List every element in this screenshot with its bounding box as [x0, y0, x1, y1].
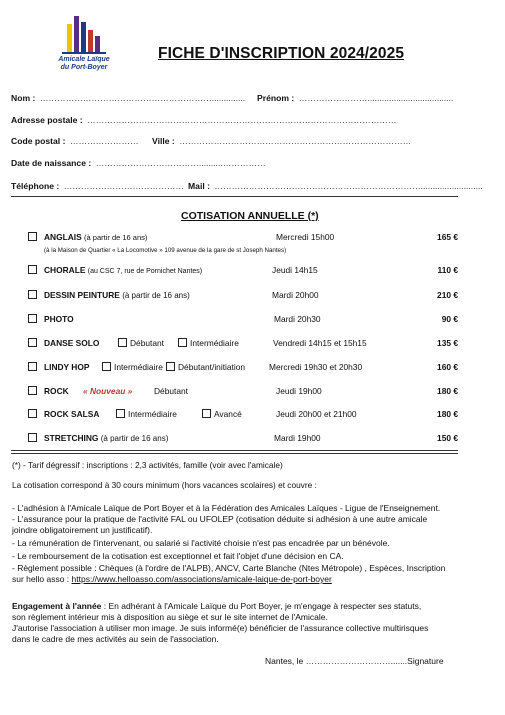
activity-schedule: Mercredi 19h30 et 20h30	[269, 362, 363, 372]
code-postal-field-row[interactable]	[11, 131, 139, 149]
activity-row-lindy-hop	[28, 362, 458, 376]
bullet-justificatif: joindre obligatoirement un justificatif).	[12, 525, 153, 535]
helloasso-link[interactable]: https://www.helloasso.com/associations/amicale-laique-de-port-boyer	[71, 574, 332, 584]
prenom-field-row[interactable]	[257, 88, 453, 106]
option-intermediaire: Intermédiaire	[128, 409, 177, 419]
checkbox-avance[interactable]	[202, 409, 211, 418]
activity-schedule: Mardi 20h30	[274, 314, 321, 324]
cotisation-title: COTISATION ANNUELLE (*)	[181, 210, 319, 222]
activity-schedule: Mardi 19h00	[274, 433, 321, 443]
checkbox-danse-solo[interactable]	[28, 338, 37, 347]
activity-price: 90 €	[441, 314, 458, 324]
engagement-text-1: : En adhérant à l'Amicale Laïque du Port Boyer, je m'engage à respecter ses statuts,	[101, 601, 422, 611]
activity-schedule: Jeudi 20h00 et 21h00	[276, 409, 357, 419]
ville-label: Ville :	[152, 136, 175, 146]
top-divider	[11, 196, 458, 197]
engagement-line-3: J'autorise l'association à utiliser mon image. Je suis informé(e) bénéficier de l'assurance collective multirisques	[12, 623, 429, 633]
logo-text-line2: du Port-Boyer	[60, 64, 108, 71]
activity-detail: (à partir de 16 ans)	[122, 291, 190, 300]
telephone-field-row[interactable]	[11, 176, 184, 194]
activity-detail: (à partir de 16 ans)	[84, 233, 148, 242]
bullet-remuneration: - La rémunération de l'intervenant, ou salarié si l'activité choisie n'est pas encadrée par un bénévole.	[12, 538, 390, 548]
naissance-label: Date de naissance :	[11, 158, 92, 168]
logo-text-line1: Amicale Laïque	[58, 56, 110, 63]
bullet-remboursement: - Le remboursement de la cotisation est exceptionnel et fait l'objet d'une décision en CA.	[12, 551, 344, 561]
nom-label: Nom :	[11, 93, 36, 103]
checkbox-chorale[interactable]	[28, 265, 37, 274]
checkbox-debutant-initiation[interactable]	[166, 362, 175, 371]
activity-name: ROCK	[44, 386, 69, 396]
option-debutant: Débutant	[154, 386, 188, 396]
checkbox-intermediaire[interactable]	[178, 338, 187, 347]
activity-name: DANSE SOLO	[44, 338, 100, 348]
tarif-note: (*) - Tarif dégressif : inscriptions : 2,3 activités, famille (voir avec l'amicale)	[12, 460, 283, 470]
activity-row-rock	[28, 386, 458, 400]
helloasso-line	[12, 574, 332, 585]
nouveau-badge: « Nouveau »	[83, 386, 133, 396]
ville-field-row[interactable]	[152, 131, 411, 149]
bullet-reglement: - Règlement possible : Chèques (à l'ordre de l'ALPB), ANCV, Carte Blanche (Ntes Métropole) , Espèces, Inscription	[12, 563, 446, 573]
telephone-label: Téléphone :	[11, 181, 60, 191]
activity-schedule: Mardi 20h00	[272, 290, 319, 300]
page-title: FICHE D'INSCRIPTION 2024/2025	[158, 45, 405, 62]
mail-label: Mail :	[188, 181, 210, 191]
activity-price: 160 €	[437, 362, 458, 372]
naissance-field-row[interactable]	[11, 153, 266, 171]
checkbox-dessin-peinture[interactable]	[28, 290, 37, 299]
code-postal-dots[interactable]: ……………………	[69, 136, 139, 146]
bullet-adhesion: - L'adhésion à l'Amicale Laïque de Port Boyer et à la Fédération des Amicales Laïques - Ligue de l'Enseignement.	[12, 503, 441, 513]
checkbox-photo[interactable]	[28, 314, 37, 323]
ville-dots[interactable]: ………………………………………………………………………	[179, 136, 412, 146]
checkbox-stretching[interactable]	[28, 433, 37, 442]
engagement-label: Engagement à l'année	[12, 601, 102, 611]
activity-schedule: Mercredi 15h00	[276, 232, 335, 242]
adresse-dots[interactable]: ………………………………………………………………………………………………	[87, 115, 397, 125]
activity-schedule: Jeudi 19h00	[276, 386, 322, 396]
activities-divider-1	[11, 450, 458, 451]
prenom-dots[interactable]: ……………………....................................	[298, 93, 454, 103]
adresse-field-row[interactable]	[11, 110, 396, 128]
helloasso-prefix: sur hello asso :	[12, 574, 72, 584]
activity-name: CHORALE	[44, 265, 86, 275]
code-postal-label: Code postal :	[11, 136, 66, 146]
activity-row-chorale	[28, 265, 458, 279]
anglais-location: (à la Maison de Quartier « La Locomotive » 109 avenue de la gare de st Joseph Nantes)	[44, 247, 287, 254]
mail-field-row[interactable]	[188, 176, 483, 194]
activities-divider-2	[11, 453, 458, 454]
option-intermediaire: Intermédiaire	[114, 362, 163, 372]
prenom-label: Prénom :	[257, 93, 295, 103]
mail-dots[interactable]: ………………………………………………………………..........................	[214, 181, 483, 191]
nom-field-row[interactable]	[11, 88, 245, 106]
checkbox-intermediaire[interactable]	[116, 409, 125, 418]
amicale-logo	[54, 12, 114, 76]
activity-price: 110 €	[437, 265, 458, 275]
activity-row-photo	[28, 314, 458, 328]
checkbox-rock-salsa[interactable]	[28, 409, 37, 418]
activity-name: STRETCHING	[44, 433, 99, 443]
option-debutant-initiation: Débutant/initiation	[178, 362, 246, 372]
option-avance: Avancé	[214, 409, 242, 419]
activity-row-rock-salsa	[28, 409, 458, 423]
activity-detail: (à partir de 16 ans)	[100, 434, 169, 443]
nom-dots[interactable]: ……………………………………………………..............	[39, 93, 246, 103]
activity-row-dessin-peinture	[28, 290, 458, 304]
activity-price: 210 €	[437, 290, 458, 300]
activity-row-stretching	[28, 433, 458, 447]
activity-row-anglais	[28, 232, 458, 246]
engagement-line-4: dans le cadre de mes activités au sein de l'association.	[12, 634, 219, 644]
naissance-dots[interactable]: ………………………………..........……………	[95, 158, 266, 168]
bullet-assurance: - L'assurance pour la pratique de l'activité FAL ou UFOLEP (cotisation déduite si adhésion à une autre amicale	[12, 514, 428, 524]
activity-name: ROCK SALSA	[44, 409, 100, 419]
signature-line[interactable]: Nantes, le ………………………….......Signature	[265, 656, 444, 666]
activity-row-danse-solo	[28, 338, 458, 352]
engagement-line-2: son règlement intérieur mis à disposition au siège et sur le site internet de l'Amicale.	[12, 612, 328, 622]
activity-detail: (au CSC 7, rue de Pornichet Nantes)	[87, 268, 203, 275]
activity-price: 150 €	[437, 433, 458, 443]
option-intermediaire: Intermédiaire	[190, 338, 239, 348]
activity-price: 180 €	[437, 386, 458, 396]
telephone-dots[interactable]: ……………………………………	[63, 181, 184, 191]
activity-price: 180 €	[437, 409, 458, 419]
engagement-line-1	[12, 601, 421, 612]
activity-price: 135 €	[437, 338, 458, 348]
logo-bars-graphic	[54, 12, 114, 56]
activity-schedule: Vendredi 14h15 et 15h15	[273, 338, 367, 348]
activity-name: DESSIN PEINTURE	[44, 290, 120, 300]
checkbox-anglais[interactable]	[28, 232, 37, 241]
activity-name: PHOTO	[44, 314, 74, 324]
option-debutant: Débutant	[130, 338, 164, 348]
activity-schedule: Jeudi 14h15	[272, 265, 318, 275]
checkbox-rock[interactable]	[28, 386, 37, 395]
activity-name: LINDY HOP	[44, 362, 90, 372]
activity-price: 165 €	[437, 232, 458, 242]
checkbox-lindy-hop[interactable]	[28, 362, 37, 371]
activity-name: ANGLAIS	[44, 232, 82, 242]
checkbox-intermediaire[interactable]	[102, 362, 111, 371]
checkbox-debutant[interactable]	[118, 338, 127, 347]
cotisation-correspond: La cotisation correspond à 30 cours minimum (hors vacances scolaires) et couvre :	[12, 480, 317, 490]
adresse-label: Adresse postale :	[11, 115, 83, 125]
